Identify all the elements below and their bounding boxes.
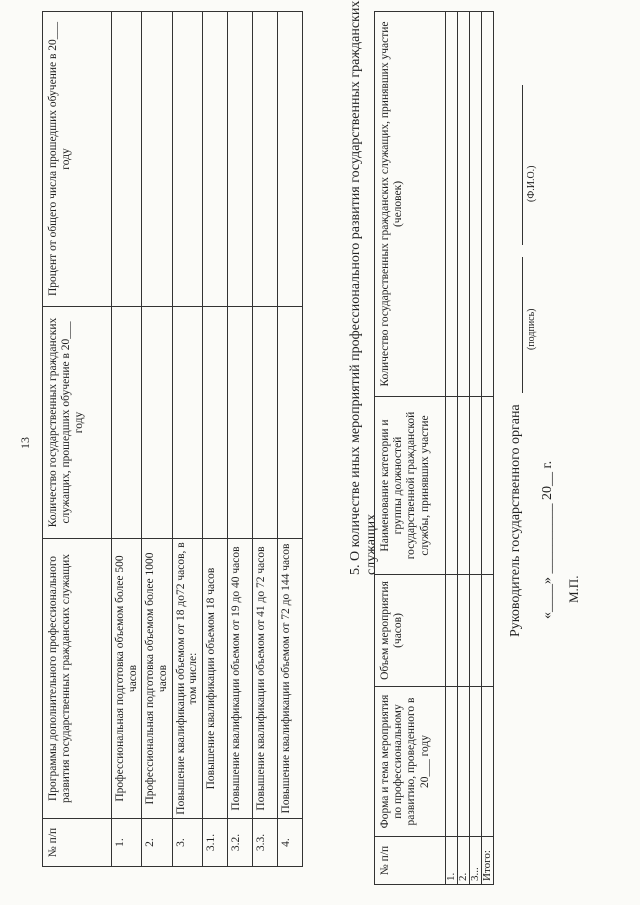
row-number: 3. — [172, 819, 202, 867]
table-row — [202, 12, 227, 867]
other-activities-table — [374, 11, 494, 885]
empty-cell — [470, 397, 482, 575]
empty-cell — [470, 12, 482, 397]
table-row — [470, 12, 482, 885]
count-cell — [227, 307, 252, 539]
empty-cell — [446, 687, 458, 837]
percent-cell — [277, 12, 302, 307]
stamp-place: М.П. — [566, 575, 581, 603]
col-header-program: Программы дополнительного профессионального развития государственных гражданских служащих — [43, 539, 112, 819]
table-row — [458, 12, 470, 885]
count-cell — [172, 307, 202, 539]
row-number: 3... — [470, 837, 482, 885]
empty-cell — [470, 687, 482, 837]
count-cell — [252, 307, 277, 539]
empty-cell — [446, 397, 458, 575]
table-row — [227, 12, 252, 867]
count-cell — [112, 307, 142, 539]
name-caption: (Ф.И.О.) — [526, 165, 537, 202]
row-number: 1. — [112, 819, 142, 867]
program-name: Повышение квалификации объемом от 41 до 72 часов — [252, 539, 277, 819]
empty-cell — [458, 397, 470, 575]
col-header-form-topic: Форма и тема мероприятия по профессиональному развитию, проведенного в 20___ году — [375, 687, 446, 837]
empty-cell — [446, 575, 458, 687]
signatory-title: Руководитель государственного органа — [508, 404, 523, 637]
signature-line — [522, 257, 523, 393]
percent-cell — [252, 12, 277, 307]
row-number: 1. — [446, 837, 458, 885]
row-number: 3.2. — [227, 819, 252, 867]
col-header-number: № п/п — [375, 837, 446, 885]
empty-cell — [470, 575, 482, 687]
name-line — [522, 85, 523, 245]
table-row — [482, 12, 494, 885]
table-header-row — [43, 12, 112, 867]
program-name: Повышение квалификации объемом от 18 до72 часов, в том числе: — [172, 539, 202, 819]
percent-cell — [227, 12, 252, 307]
signature-caption: (подпись) — [526, 308, 537, 350]
page-number: 13 — [18, 437, 32, 449]
empty-cell — [458, 12, 470, 397]
col-header-category: Наименование категории и группы должностей государственной гражданской службы, принявших участие — [375, 397, 446, 575]
empty-cell — [446, 12, 458, 397]
table-row — [446, 12, 458, 885]
empty-cell — [482, 687, 494, 837]
percent-cell — [202, 12, 227, 307]
program-name: Повышение квалификации объемом 18 часов — [202, 539, 227, 819]
training-programs-table — [42, 11, 303, 867]
row-number: Итого: — [482, 837, 494, 885]
empty-cell — [482, 12, 494, 397]
row-number: 3.3. — [252, 819, 277, 867]
signature-date: «____» __________ 20__ г. — [540, 460, 555, 619]
empty-cell — [458, 575, 470, 687]
table-row — [277, 12, 302, 867]
percent-cell — [142, 12, 172, 307]
empty-cell — [482, 397, 494, 575]
count-cell — [277, 307, 302, 539]
percent-cell — [112, 12, 142, 307]
empty-cell — [458, 687, 470, 837]
row-number: 2. — [142, 819, 172, 867]
table-row — [252, 12, 277, 867]
row-number: 2. — [458, 837, 470, 885]
count-cell — [202, 307, 227, 539]
program-name: Повышение квалификации объемом от 72 до 144 часов — [277, 539, 302, 819]
col-header-participants: Количество государственных гражданских служащих, принявших участие (человек) — [375, 12, 446, 397]
col-header-number: № п/п — [43, 819, 112, 867]
table-row — [142, 12, 172, 867]
section-5-heading: 5. О количестве иных мероприятий профессионального развития государственных гражданских служащих — [348, 0, 379, 575]
percent-cell — [172, 12, 202, 307]
program-name: Повышение квалификации объемом от 19 до 40 часов — [227, 539, 252, 819]
col-header-percent: Процент от общего числа прошедших обучение в 20___ году — [43, 12, 112, 307]
row-number: 4. — [277, 819, 302, 867]
program-name: Профессиональная подготовка объемом более 500 часов — [112, 539, 142, 819]
table-header-row — [375, 12, 446, 885]
row-number: 3.1. — [202, 819, 227, 867]
count-cell — [142, 307, 172, 539]
col-header-count: Количество государственных гражданских служащих, прошедших обучение в 20___ году — [43, 307, 112, 539]
table-row — [112, 12, 142, 867]
col-header-volume: Объем мероприятия (часов) — [375, 575, 446, 687]
empty-cell — [482, 575, 494, 687]
program-name: Профессиональная подготовка объемом более 1000 часов — [142, 539, 172, 819]
table-row — [172, 12, 202, 867]
